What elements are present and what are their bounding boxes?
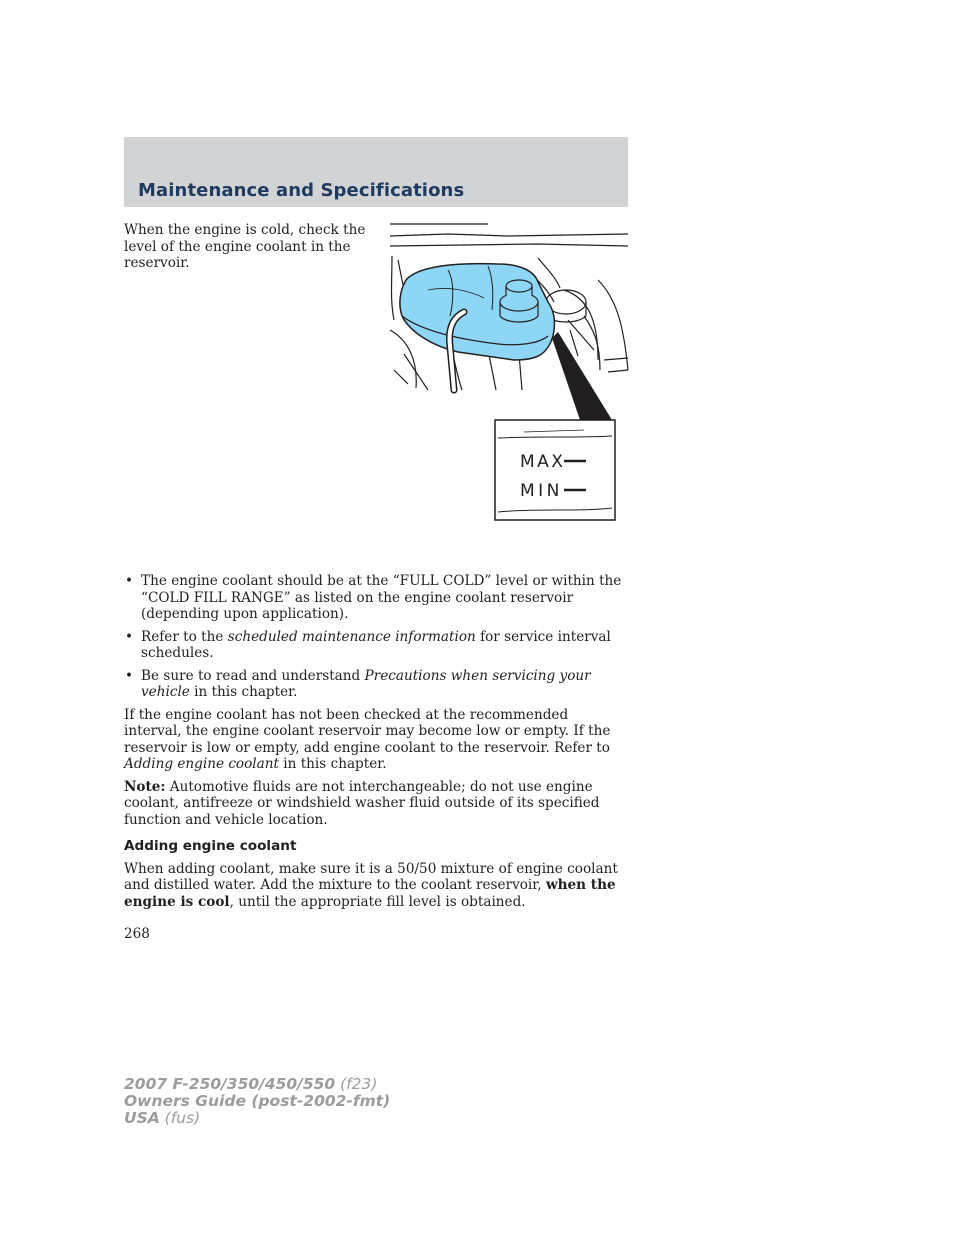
- footer-model-line: 2007 F-250/350/450/550 (f23): [124, 1075, 378, 1093]
- text-run-normal: If the engine coolant has not been checked at the recommended interval, the engine coolant reservoir may become low or empty. If the reservoir is low or empty, add engine coolant to the reservoir. Refer to: [124, 706, 611, 756]
- text-run-bold: when the engine is cool: [124, 877, 616, 910]
- max-level-label: MAX: [520, 452, 566, 472]
- footer-guide-line: Owners Guide (post-2002-fmt): [124, 1092, 391, 1110]
- section-title: Maintenance and Specifications: [138, 180, 465, 201]
- page-number: 268: [124, 926, 150, 942]
- main-content: [124, 573, 630, 916]
- text-run-normal: , until the appropriate fill level is obtained.: [229, 893, 526, 910]
- text-run-normal: in this chapter.: [189, 684, 298, 700]
- footer-region-line: USA (fus): [124, 1109, 201, 1127]
- level-detail-box: [495, 420, 615, 520]
- text-run-normal: for service interval schedules.: [141, 628, 611, 661]
- text-run-normal: Automotive fluids are not interchangeable; do not use engine coolant, antifreeze or windshield washer fluid outside of its specified function and vehicle location.: [124, 778, 600, 828]
- text-run-italic: Precautions when servicing your vehicle: [141, 667, 591, 700]
- text-run-normal: When adding coolant, make sure it is a 50/50 mixture of engine coolant and distilled water. Add the mixture to the coolant reservoir,: [124, 860, 618, 893]
- low-coolant-paragraph: [124, 707, 630, 773]
- text-run-normal: Be sure to read and understand: [141, 667, 365, 684]
- intro-paragraph: When the engine is cold, check the level of the engine coolant in the reservoir.: [124, 222, 366, 271]
- coolant-reservoir-figure: [388, 220, 630, 524]
- adding-coolant-paragraph: [124, 861, 630, 911]
- note-paragraph: [124, 779, 630, 829]
- reservoir-cap: [500, 280, 538, 322]
- list-item: • Be sure to read and understand Precautions when servicing your vehicle in this chapter.: [125, 667, 591, 700]
- min-level-label: MIN: [520, 481, 563, 501]
- text-run-normal: in this chapter.: [278, 756, 387, 772]
- text-run-italic: Adding engine coolant: [124, 756, 279, 772]
- coolant-reservoir-illustration: [388, 220, 630, 524]
- adding-coolant-heading: Adding engine coolant: [124, 838, 297, 854]
- text-run-bold: Note:: [124, 778, 166, 795]
- list-item: • The engine coolant should be at the “FULL COLD” level or within the “COLD FILL RANGE” as listed on the engine coolant reservoir (depending upon application).: [125, 573, 622, 622]
- list-item: • Refer to the scheduled maintenance information for service interval schedules.: [125, 628, 611, 661]
- text-run-normal: The engine coolant should be at the “FULL COLD” level or within the “COLD FILL RANGE” as listed on the engine coolant reservoir (depending upon application).: [141, 573, 622, 622]
- document-footer: [124, 1076, 390, 1127]
- callout-pointer: [552, 332, 612, 420]
- section-header-band: [124, 137, 628, 207]
- text-run-italic: scheduled maintenance information: [227, 628, 476, 645]
- bullet-list: [124, 573, 630, 701]
- text-run-normal: Refer to the: [141, 628, 228, 645]
